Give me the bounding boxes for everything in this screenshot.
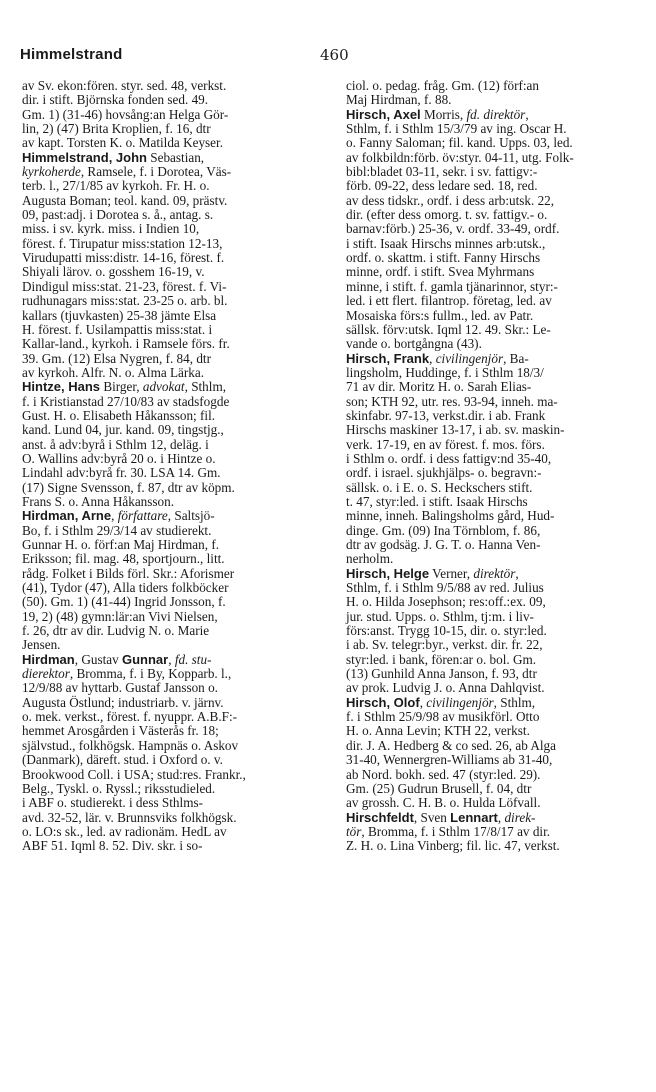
text-line <box>22 395 314 409</box>
text-line <box>22 423 314 437</box>
entry-text: (50). Gm. 1) (41-44) Ingrid Jonsson, f. <box>22 594 226 610</box>
text-line <box>346 466 638 480</box>
text-line <box>346 452 638 466</box>
text-line <box>346 93 638 107</box>
entry-text: , <box>168 651 175 667</box>
entry-text: 71 av dir. Moritz H. o. Sarah Elias- <box>346 379 532 395</box>
text-line <box>346 811 638 825</box>
entry-text: 09, past:adj. i Dorotea s. å., antag. s. <box>22 207 214 223</box>
entry-text: 31-40, Wennergren-Williams ab 31-40, <box>346 752 553 768</box>
text-line <box>346 581 638 595</box>
entry-text: , Ba- <box>503 350 529 366</box>
text-line <box>22 638 314 652</box>
entry-text: 19, 2) (48) gymn:lär:an Vivi Nielsen, <box>22 608 218 624</box>
text-line <box>22 567 314 581</box>
entry-text: självstud., folkhögsk. Hampnäs o. Askov <box>22 737 239 753</box>
text-line <box>22 93 314 107</box>
entry-headword: Hirsch, Axel <box>346 106 421 122</box>
running-head: Himmelstrand <box>20 46 123 63</box>
entry-text: , <box>525 106 529 122</box>
entry-text: ciol. o. pedag. fråg. Gm. (12) förf:an <box>346 78 539 93</box>
entry-text: (Danmark), däreft. stud. i Oxford o. v. <box>22 752 223 768</box>
text-line <box>346 179 638 193</box>
entry-title: fd. stu- <box>174 651 212 667</box>
text-line <box>346 782 638 796</box>
text-line <box>22 466 314 480</box>
entry-text: lin, 2) (47) Brita Kroplien, f. 16, dtr <box>22 121 211 137</box>
entry-text: , <box>515 565 519 581</box>
entry-text: Sebastian, <box>146 149 205 165</box>
text-line <box>22 294 314 308</box>
entry-text: kallars (tjuvkasten) 25-38 jämte Elsa <box>22 307 217 323</box>
entry-text: jur. stud. Upps. o. Sthlm, tj:m. i liv- <box>346 608 534 624</box>
entry-headword: Hirsch, Olof <box>346 694 420 710</box>
entry-text: led. i ett flert. filantrop. företag, led. av <box>346 293 552 309</box>
text-line <box>22 237 314 251</box>
entry-text: av folkbildn:förb. öv:styr. 04-11, utg. Folk- <box>346 149 574 165</box>
text-line <box>346 567 638 581</box>
entry-text: Mosaiska förs:s fullm., led. av Patr. <box>346 307 534 323</box>
entry-headword: Gunnar <box>122 651 169 667</box>
entry-text: barnav:förb.) 25-36, v. ordf. 33-49, ordf. <box>346 221 560 237</box>
entry-text: dtr av godsäg. J. G. T. o. Hanna Ven- <box>346 537 541 552</box>
text-line <box>22 595 314 609</box>
text-line <box>346 380 638 394</box>
text-line <box>22 739 314 753</box>
text-line <box>346 552 638 566</box>
page-number: 460 <box>320 46 349 64</box>
entry-headword: Hirschfeldt <box>346 809 414 825</box>
entry-text: Gm. (25) Gudrun Brusell, f. 04, dtr <box>346 780 532 796</box>
text-line <box>22 796 314 810</box>
entry-text: H. förest. f. Usilampattis miss:stat. i <box>22 321 213 337</box>
entry-text: Virudupatti miss:distr. 14-16, förest. f. <box>22 250 225 266</box>
text-line <box>22 380 314 394</box>
entry-text: av kapt. Torsten K. o. Matilda Keyser. <box>22 135 223 151</box>
entry-text: , Ramsele, f. i Dorotea, Väs- <box>80 164 232 180</box>
text-line <box>22 610 314 624</box>
entry-text: Birger, <box>100 379 143 395</box>
entry-text: i ab. Sv. telegr:byr., verkst. dir. fr. 22, <box>346 637 543 653</box>
entry-text: , <box>111 508 118 524</box>
text-line <box>22 753 314 767</box>
text-line <box>346 610 638 624</box>
entry-text: kand. Lund 04, jur. kand. 09, tingstjg., <box>22 422 224 438</box>
entry-title: civilingenjör <box>435 350 504 366</box>
entry-text: f. i Kristianstad 27/10/83 av stadsfogde <box>22 393 230 409</box>
text-line <box>346 495 638 509</box>
text-line <box>346 108 638 122</box>
text-line <box>22 624 314 638</box>
text-line <box>346 165 638 179</box>
text-line <box>346 724 638 738</box>
text-line <box>22 409 314 423</box>
entry-headword: Hirdman <box>22 651 75 667</box>
text-line <box>22 251 314 265</box>
entry-text: Brookwood Coll. i USA; stud:res. Frankr., <box>22 766 246 782</box>
text-line <box>346 739 638 753</box>
text-line <box>22 438 314 452</box>
entry-text: H. o. Anna Levin; KTH 22, verkst. <box>346 723 530 739</box>
entry-text: , Bromma, f. i Sthlm 17/8/17 av dir. <box>361 823 551 839</box>
text-line <box>22 538 314 552</box>
text-line <box>22 179 314 193</box>
text-line <box>22 79 314 93</box>
text-line <box>346 151 638 165</box>
text-line <box>346 136 638 150</box>
entry-text: , <box>419 694 427 710</box>
entry-text: , <box>429 350 436 366</box>
entry-text: ordf. o. skattm. i stift. Fanny Hirschs <box>346 250 541 266</box>
text-line <box>346 265 638 279</box>
entry-text: förs:anst. Trygg 10-15, dir. o. styr:led. <box>346 623 547 639</box>
text-line <box>346 309 638 323</box>
entry-headword: Hirdman, Arne <box>22 508 112 524</box>
entry-text: ab Nord. bokh. sed. 47 (styr:led. 29). <box>346 766 541 782</box>
entry-text: son; KTH 92, utr. res. 93-94, inneh. ma- <box>346 393 558 409</box>
entry-text: , Sthlm, <box>184 379 226 395</box>
text-line <box>346 839 638 853</box>
entry-text: f. 26, dtr av dir. Ludvig N. o. Marie <box>22 623 210 639</box>
entry-title: kyrkoherde <box>22 164 81 180</box>
entry-text: Maj Hirdman, f. 88. <box>346 92 452 108</box>
text-line <box>346 538 638 552</box>
text-line <box>346 481 638 495</box>
text-line <box>346 653 638 667</box>
text-line <box>22 265 314 279</box>
entry-text: minne, i stift. f. gamla tjänarinnor, styr:- <box>346 278 558 294</box>
entry-text: dinge. Gm. (09) Ina Törnblom, f. 86, <box>346 522 541 538</box>
entry-text: nerholm. <box>346 551 394 567</box>
entry-text: (41), Tydor (47), Alla tiders folkböcker <box>22 580 229 596</box>
text-line <box>346 423 638 437</box>
entry-text: styr:led. i bank, fören:ar o. bol. Gm. <box>346 651 537 667</box>
entry-text: , <box>497 809 505 825</box>
entry-text: i stift. Isaak Hirschs minnes arb:utsk., <box>346 235 546 251</box>
entry-text: av grossh. C. H. B. o. Hulda Löfvall. <box>346 795 541 811</box>
entry-title: direktör <box>473 565 516 581</box>
text-line <box>22 309 314 323</box>
text-line <box>346 595 638 609</box>
text-line <box>22 280 314 294</box>
entry-text: i Sthlm o. ordf. i dess fattigv:nd 35-40, <box>346 450 552 466</box>
text-line <box>22 495 314 509</box>
text-line <box>346 409 638 423</box>
text-line <box>22 323 314 337</box>
entry-text: Morris, <box>420 106 467 122</box>
entry-title: advokat <box>142 379 185 395</box>
entry-text: Sthlm, f. i Sthlm 15/3/79 av ing. Oscar H. <box>346 121 567 137</box>
text-line <box>346 366 638 380</box>
text-line <box>22 194 314 208</box>
entry-text: förb. 09-22, dess ledare sed. 18, red. <box>346 178 538 194</box>
entry-text: Dindigul miss:stat. 21-23, förest. f. Vi- <box>22 278 227 294</box>
entry-text: f. i Sthlm 25/9/98 av musikförl. Otto <box>346 709 540 725</box>
entry-headword: Lennart <box>450 809 498 825</box>
text-line <box>346 667 638 681</box>
entry-text: o. mek. verkst., förest. f. nyuppr. A.B.F:- <box>22 709 238 725</box>
entry-text: av dess tidskr., ordf. i dess arb:utsk. 22, <box>346 192 555 208</box>
entry-text: skinfabr. 97-13, verkst.dir. i ab. Frank <box>346 407 546 423</box>
text-line <box>346 122 638 136</box>
text-line <box>22 782 314 796</box>
text-line <box>22 811 314 825</box>
text-line <box>22 724 314 738</box>
entry-text: Gust. H. o. Elisabeth Håkansson; fil. <box>22 407 216 423</box>
entry-text: Belg., Tyskl. o. Ryssl.; riksstudieled. <box>22 780 216 796</box>
entry-text: Hirschs maskiner 13-17, i ab. sv. maskin- <box>346 422 565 438</box>
page-header <box>20 46 640 70</box>
entry-text: Jensen. <box>22 637 61 653</box>
text-line <box>22 366 314 380</box>
text-line <box>346 638 638 652</box>
text-line <box>22 696 314 710</box>
entry-text: Shiyali lärov. o. gosshem 16-19, v. <box>22 264 205 280</box>
text-line <box>346 796 638 810</box>
entry-text: verk. 17-19, en av förest. f. mos. förs. <box>346 436 545 452</box>
entry-text: av prok. Ludvig J. o. Anna Dahlqvist. <box>346 680 545 696</box>
entry-text: förest. f. Tirupatur miss:station 12-13, <box>22 235 223 251</box>
entry-headword: Hirsch, Helge <box>346 565 430 581</box>
entry-text: , Bromma, f. i By, Kopparb. l., <box>69 666 232 682</box>
text-line <box>346 509 638 523</box>
entry-text: dir. i stift. Björnska fonden sed. 49. <box>22 92 209 108</box>
entry-title: författare <box>117 508 168 524</box>
entry-text: minne, ordf. i stift. Svea Myhrmans <box>346 264 535 280</box>
entry-text: Augusta Boman; teol. kand. 09, prästv. <box>22 192 228 208</box>
text-line <box>22 552 314 566</box>
text-line <box>22 524 314 538</box>
text-line <box>346 251 638 265</box>
entry-text: minne, inneh. Balingsholms gård, Hud- <box>346 508 555 524</box>
entry-text: Eriksson; fil. mag. 48, sportjourn., litt. <box>22 551 225 567</box>
text-line <box>22 151 314 165</box>
text-line <box>22 681 314 695</box>
entry-text: O. Wallins adv:byrå 20 o. i Hintze o. <box>22 450 216 466</box>
text-line <box>346 294 638 308</box>
text-line <box>346 237 638 251</box>
text-line <box>346 222 638 236</box>
entry-text: av Sv. ekon:fören. styr. sed. 48, verkst. <box>22 78 227 93</box>
entry-text: anst. å adv:byrå i Sthlm 12, deläg. i <box>22 436 209 452</box>
text-line <box>22 352 314 366</box>
text-line <box>22 165 314 179</box>
left-column <box>22 79 314 854</box>
text-line <box>346 438 638 452</box>
entry-text: (13) Gunhild Anna Janson, f. 93, dtr <box>346 666 537 682</box>
entry-text: Sthlm, f. i Sthlm 9/5/88 av red. Julius <box>346 580 544 596</box>
entry-text: rudhunagars miss:stat. 23-25 o. arb. bl. <box>22 293 228 309</box>
entry-text: , Sthlm, <box>493 694 536 710</box>
entry-title: dierektor <box>22 666 70 682</box>
entry-text: 39. Gm. (12) Elsa Nygren, f. 84, dtr <box>22 350 211 366</box>
entry-title: civilingenjör <box>426 694 494 710</box>
entry-text: Z. H. o. Lina Vinberg; fil. lic. 47, verkst. <box>346 838 560 854</box>
entry-headword: Hintze, Hans <box>22 379 101 395</box>
entry-title: fd. direktör <box>466 106 526 122</box>
text-line <box>346 624 638 638</box>
text-line <box>22 667 314 681</box>
entry-text: Frans S. o. Anna Håkansson. <box>22 493 175 509</box>
entry-text: (17) Signe Svensson, f. 87, dtr av köpm. <box>22 479 235 495</box>
text-line <box>346 208 638 222</box>
entry-text: vande o. bortgångna (43). <box>346 336 482 352</box>
text-line <box>22 710 314 724</box>
entry-text: ordf. i israel. sjukhjälps- o. begravn:- <box>346 465 542 481</box>
text-line <box>346 323 638 337</box>
entry-text: dir. J. A. Hedberg & co sed. 26, ab Alga <box>346 737 556 753</box>
text-line <box>346 337 638 351</box>
text-line <box>22 208 314 222</box>
entry-text: avd. 32-52, lär. v. Brunnsviks folkhögsk. <box>22 809 237 825</box>
entry-text: dir. (efter dess omorg. t. sv. fattigv.- o. <box>346 207 548 223</box>
entry-text: i ABF o. studierekt. i dess Sthlms- <box>22 795 203 811</box>
text-line <box>22 481 314 495</box>
entry-text: , Gustav <box>74 651 122 667</box>
text-line <box>22 136 314 150</box>
entry-text: , Sven <box>413 809 451 825</box>
entry-text: o. Fanny Saloman; fil. kand. Upps. 03, led. <box>346 135 573 151</box>
entry-text: Kallar-land., kyrkoh. i Ramsele förs. fr. <box>22 336 230 352</box>
text-line <box>22 768 314 782</box>
entry-text: H. o. Hilda Josephson; res:off.:ex. 09, <box>346 594 546 610</box>
text-line <box>22 839 314 853</box>
entry-text: hemmet Arosgården i Västerås fr. 18; <box>22 723 219 739</box>
entry-title: tör <box>346 823 362 839</box>
text-line <box>346 753 638 767</box>
entry-text: av kyrkoh. Alfr. N. o. Alma Lärka. <box>22 364 205 380</box>
text-line <box>22 825 314 839</box>
text-line <box>22 509 314 523</box>
entry-text: Gm. 1) (31-46) hovsång:an Helga Gör- <box>22 106 229 122</box>
entry-text: ABF 51. Iqml 8. 52. Div. skr. i so- <box>22 838 203 854</box>
text-line <box>346 825 638 839</box>
text-line <box>22 452 314 466</box>
right-column <box>346 79 638 854</box>
entry-text: miss. i sv. kyrk. miss. i Indien 10, <box>22 221 200 237</box>
entry-text: lingsholm, Huddinge, f. i Sthlm 18/3/ <box>346 364 544 380</box>
text-line <box>346 710 638 724</box>
entry-text: Gunnar H. o. förf:an Maj Hirdman, f. <box>22 537 220 552</box>
text-line <box>22 122 314 136</box>
entry-text: Bo, f. i Sthlm 29/3/14 av studierekt. <box>22 522 212 538</box>
entry-text: sällsk. förv:utsk. Iqml 12. 49. Skr.: Le- <box>346 321 551 337</box>
entry-text: terb. l., 27/1/85 av kyrkoh. Fr. H. o. <box>22 178 210 194</box>
entry-text: bibl:bladet 03-11, sekr. i sv. fattigv:- <box>346 164 538 180</box>
text-line <box>346 79 638 93</box>
text-line <box>22 581 314 595</box>
entry-text: rådg. Folket i Bilds förl. Skr.: Aforismer <box>22 565 235 581</box>
entry-text: Lindahl adv:byrå fr. 30. LSA 14. Gm. <box>22 465 221 481</box>
entry-text: 12/9/88 av hyttarb. Gustaf Jansson o. <box>22 680 218 696</box>
text-line <box>346 681 638 695</box>
entry-text: , Saltsjö- <box>167 508 215 524</box>
entry-text: t. 47, styr:led. i stift. Isaak Hirschs <box>346 493 528 509</box>
entry-text: Verner, <box>429 565 474 581</box>
text-line <box>346 768 638 782</box>
entry-title: direk- <box>504 809 536 825</box>
text-line <box>346 352 638 366</box>
entry-text: sällsk. o. i E. o. S. Heckschers stift. <box>346 479 533 495</box>
text-line <box>22 653 314 667</box>
text-line <box>22 108 314 122</box>
entry-headword: Himmelstrand, John <box>22 149 147 165</box>
entry-text: Augusta Östlund; industriarb. v. järnv. <box>22 694 224 710</box>
entry-headword: Hirsch, Frank <box>346 350 430 366</box>
text-line <box>346 696 638 710</box>
text-line <box>346 395 638 409</box>
text-line <box>22 337 314 351</box>
text-line <box>346 194 638 208</box>
text-line <box>22 222 314 236</box>
entry-text: o. LO:s sk., led. av radionäm. HedL av <box>22 823 227 839</box>
text-line <box>346 280 638 294</box>
text-line <box>346 524 638 538</box>
